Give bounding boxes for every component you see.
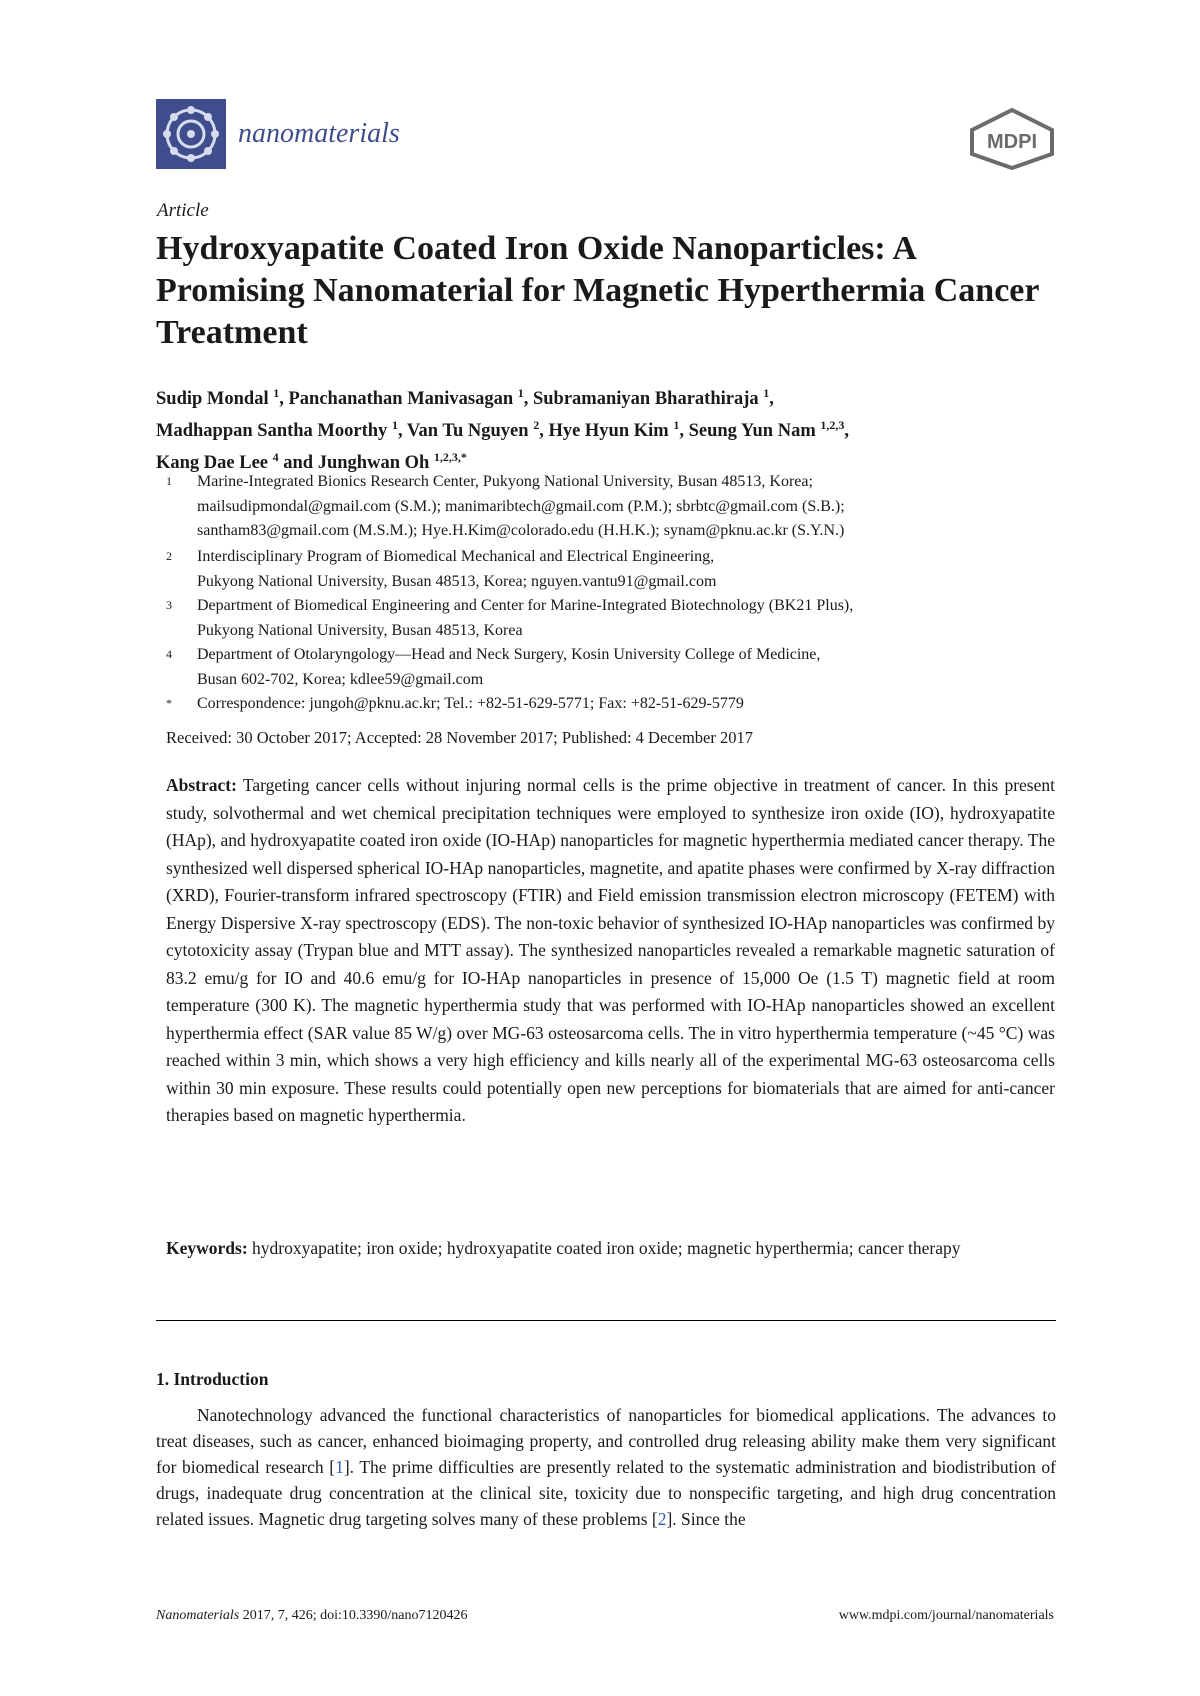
author: Kang Dae Lee: [156, 453, 269, 474]
svg-text:MDPI: MDPI: [987, 131, 1037, 153]
author: Seung Yun Nam: [688, 421, 816, 442]
citation-link[interactable]: 1: [335, 1457, 344, 1477]
footer-citation: Nanomaterials 2017, 7, 426; doi:10.3390/nano7120426: [156, 1608, 468, 1623]
section-heading: 1. Introduction: [156, 1369, 269, 1389]
citation-link[interactable]: 2: [657, 1509, 667, 1529]
abstract-text: Targeting cancer cells without injuring normal cells is the prime objective in treatment of cancer. In this present study, solvothermal and wet chemical precipitation techniques were employed to synthesize iron oxide (IO), hydroxyapatite (HAp), and hydroxyapatite coated iron oxide (IO-HAp) nanoparticles for magnetic hyperthermia mediated cancer therapy. The synthesized well dispersed spherical IO-HAp nanoparticles, magnetite, and apatite phases were confirmed by X-ray diffraction (XRD), Fourier-transform infrared spectroscopy (FTIR) and Field emission transmission electron microscopy (FETEM) with Energy Dispersive X-ray spectroscopy (EDS). The non-toxic behavior of synthesized IO-HAp nanoparticles was confirmed by cytotoxicity assay (Trypan blue and MTT assay). The synthesized nanoparticles revealed a remarkable magnetic saturation of 83.2 emu/g for IO and 40.6 emu/g for IO-HAp nanoparticles in presence of 15,000 Oe (1.5 T) magnetic field at room temperature (300 K). The magnetic hyperthermia study that was performed with IO-HAp nanoparticles showed an excellent hyperthermia effect (SAR value 85 W/g) over MG-63 osteosarcoma cells. The in vitro hyperthermia temperature (~45 °C) was reached within 3 min, which shows a very high efficiency and kills nearly all of the experimental MG-63 osteosarcoma cells within 30 min exposure. These results could potentially open new perceptions for biomaterials that are aimed for anti-cancer therapies based on magnetic hyperthermia.: [166, 775, 1055, 1125]
mdpi-logo: [968, 108, 1056, 170]
author-list: Sudip Mondal $^1$, Panchanathan Manivasagan $^1$, Subramaniyan Bharathiraja $^1$, Madhappan Santha Moorthy $^1$, Van Tu Nguyen $^2$, Hye Hyun Kim $^1$, Seung Yun Nam $^{1,2,3}$, Kang Dae Lee $^4$ and Junghwan Oh $^{1,2,3,*}$: [156, 386, 849, 474]
keywords-label: Keywords:: [166, 1238, 248, 1258]
journal-name: nanomaterials: [238, 118, 400, 149]
author: Sudip Mondal: [156, 389, 269, 410]
author: Madhappan Santha Moorthy: [156, 421, 388, 442]
abstract: [166, 772, 1055, 1130]
author: Subramaniyan Bharathiraja: [532, 389, 759, 410]
author: Junghwan Oh: [317, 453, 430, 474]
divider: [156, 1320, 1056, 1321]
nanoparticle-icon: [156, 99, 226, 169]
author: Van Tu Nguyen: [406, 421, 529, 442]
author: Panchanathan Manivasagan: [288, 389, 514, 410]
intro-paragraph: Nanotechnology advanced the functional characteristics of nanoparticles for biomedical applications. The advances to treat diseases, such as cancer, enhanced bioimaging property, and controlled drug releasing ability make them very significant for biomedical research [1]. The prime difficulties are presently related to the systematic administration and biodistribution of drugs, inadequate drug concentration at the clinical site, toxicity due to nonspecific targeting, and high drug concentration related issues. Magnetic drug targeting solves many of these problems [2]. Since the: [156, 1405, 1056, 1529]
author: Hye Hyun Kim: [548, 421, 669, 442]
keywords: [166, 1235, 1055, 1263]
keywords-text: hydroxyapatite; iron oxide; hydroxyapatite coated iron oxide; magnetic hyperthermia; cancer therapy: [252, 1238, 961, 1258]
journal-logo: [156, 99, 226, 169]
footer-url[interactable]: www.mdpi.com/journal/nanomaterials: [838, 1608, 1054, 1623]
article-type: Article: [157, 200, 209, 221]
paper-title: Hydroxyapatite Coated Iron Oxide Nanoparticles: A Promising Nanomaterial for Magnetic Hyperthermia Cancer Treatment: [156, 230, 1039, 351]
abstract-label: Abstract:: [166, 775, 237, 795]
publication-dates: Received: 30 October 2017; Accepted: 28 November 2017; Published: 4 December 2017: [166, 728, 753, 747]
